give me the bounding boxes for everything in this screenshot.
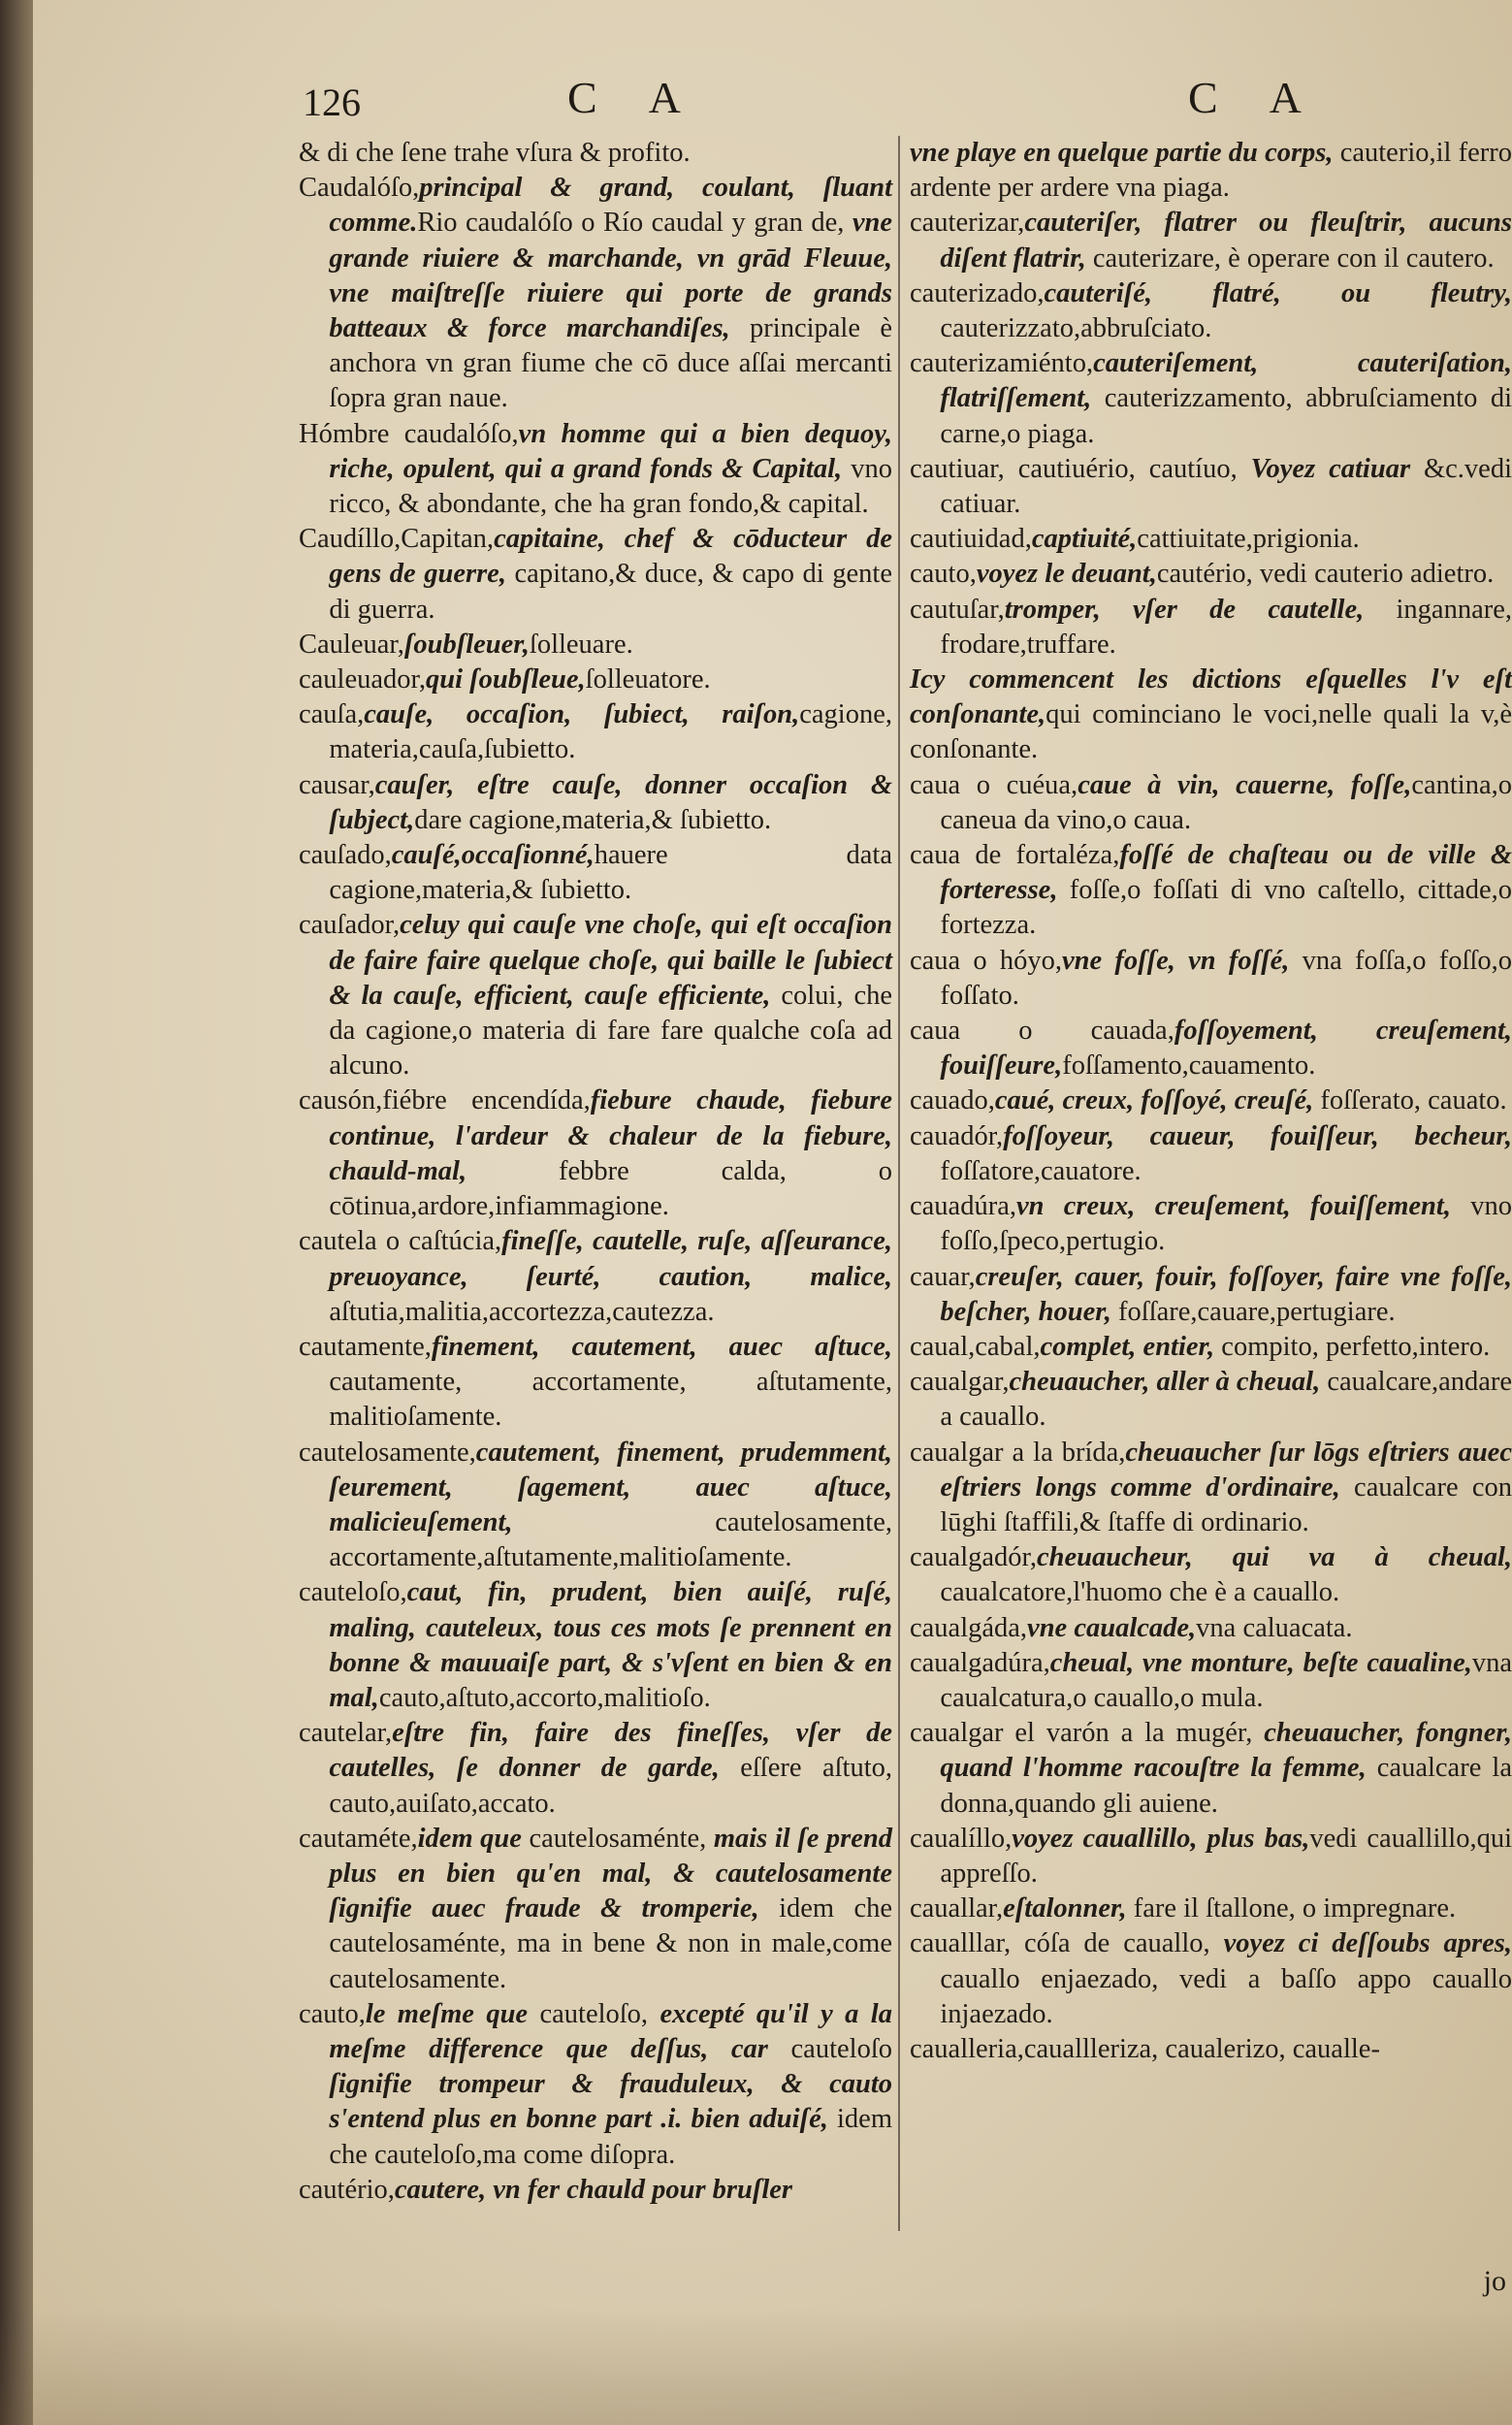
entry-headword: caualllar, cóſa de cauallo, (910, 1928, 1210, 1959)
catchword: jo (1483, 2265, 1506, 2297)
entry-headword: causar, (299, 769, 375, 800)
italian-gloss: febbre calda, o cōtinua,ardore,infiammagione. (329, 1155, 892, 1222)
french-gloss: vne foſſe, vn foſſé, (1062, 945, 1290, 976)
dictionary-entry (910, 1014, 1512, 1083)
entry-headword: caualleria,cauallleriza, caualerizo, caualle- (910, 2033, 1380, 2064)
entry-headword: causón,fiébre encendída, (299, 1085, 591, 1116)
french-gloss: le meſme que (365, 1998, 529, 2029)
dictionary-entry (299, 136, 892, 171)
french-gloss: capitaine, chef & cōducteur de gens de guerre, (329, 524, 892, 590)
entry-headword: cautaméte, (299, 1823, 418, 1854)
french-gloss: Icy commencent les dictions eſquelles l'v eſt conſonante, (910, 664, 1512, 730)
dictionary-entry (910, 663, 1512, 768)
french-gloss: cheuaucher, aller à cheual, (1009, 1367, 1321, 1398)
french-gloss: cheual, vne monture, beſte caualine, (1049, 1647, 1472, 1678)
french-gloss: creuſer, cauer, fouir, foſſoyer, faire vne foſſe, beſcher, houer, (940, 1261, 1512, 1327)
entry-headword: caualgar el varón a la mugér, (910, 1718, 1253, 1749)
dictionary-entry (299, 628, 892, 663)
dictionary-entry (910, 1716, 1512, 1822)
french-gloss: cauſé,occaſionné, (391, 840, 595, 871)
french-gloss: complet, entier, (1040, 1331, 1215, 1362)
dictionary-entry (299, 1716, 892, 1822)
italian-gloss: vno foſſo,ſpeco,pertugio. (940, 1191, 1512, 1257)
italian-gloss: cantina,o caneua da vino,o caua. (940, 769, 1512, 835)
italian-gloss: foſſatore,cauatore. (940, 1155, 1142, 1186)
french-gloss: voyez ci deſſoubs apres, (1209, 1928, 1512, 1959)
french-gloss: cautere, vn fer chauld pour bruſler (394, 2174, 792, 2205)
french-gloss: fineſſe, cautelle, ruſe, aſſeurance, preuoyance, ſeurté, caution, malice, (329, 1226, 892, 1292)
dictionary-entry (910, 206, 1512, 275)
dictionary-entry (910, 768, 1512, 838)
book-binding-edge (0, 0, 33, 2425)
dictionary-entry (910, 1119, 1512, 1189)
italian-gloss: cautelosamente, accortamente,aſtutamente,malitioſamente. (329, 1506, 892, 1573)
left-running-head: C A (567, 73, 702, 122)
italian-gloss: foſſe,o foſſati di vno caſtello, cittade,o fortezza. (940, 875, 1512, 941)
italian-gloss: idem che cautelosaménte, ma in bene & non in male,come cautelosamente. (329, 1893, 892, 1994)
french-gloss: ſignifie trompeur & frauduleux, & cauto s'entend plus en bonne part .i. bien aduiſé, (329, 2069, 892, 2135)
italian-gloss: capitano,& duce, & capo di gente di guerra. (329, 559, 893, 625)
italian-gloss: vna caluacata. (1196, 1612, 1353, 1643)
entry-headword: caualgadór, (910, 1542, 1037, 1573)
french-gloss: foſſoyement, creuſement, fouiſſeure, (940, 1016, 1512, 1082)
dictionary-entry (910, 276, 1512, 346)
entry-headword: cauleuador, (299, 664, 426, 695)
french-gloss: eſtre fin, faire des fineſſes, vſer de cautelles, ſe donner de garde, (329, 1718, 892, 1784)
italian-gloss: vedi cauallillo,qui appreſſo. (940, 1823, 1512, 1889)
entry-headword: cauteloſo, (299, 1577, 407, 1608)
entry-text: & di che ſene trahe vſura & profito. (299, 138, 691, 168)
french-gloss: vne playe en quelque partie du corps, (910, 138, 1334, 168)
entry-headword: caualíllo, (910, 1823, 1013, 1854)
entry-headword: cauadúra, (910, 1191, 1016, 1222)
french-gloss: captiuité, (1031, 524, 1138, 555)
french-gloss: voyez cauallillo, plus bas, (1012, 1823, 1310, 1854)
entry-headword: cauar, (910, 1261, 976, 1292)
italian-gloss: aſtutia,malitia,accortezza,cautezza. (329, 1296, 715, 1327)
italian-gloss: caualcare la donna,quando gli auiene. (940, 1753, 1512, 1819)
entry-headword: caua o hóyo, (910, 945, 1063, 976)
dictionary-entry (910, 1822, 1512, 1892)
dictionary-entry (299, 1330, 892, 1436)
italian-gloss: ſolleuatore. (585, 664, 711, 695)
dictionary-entry (299, 908, 892, 1083)
entry-headword: cautamente, (299, 1331, 432, 1362)
dictionary-entry (299, 768, 892, 838)
entry-headword: caua o cauada, (910, 1016, 1174, 1047)
italian-gloss: cauteloſo, (528, 1998, 649, 2029)
french-gloss: principal & grand, coulant, ſluant comme. (329, 173, 892, 239)
entry-headword: cautelar, (299, 1718, 393, 1749)
right-running-head: C A (1188, 73, 1323, 122)
italian-gloss: foſſerato, cauato. (1313, 1085, 1507, 1116)
entry-headword: cauto, (299, 1998, 366, 2029)
french-gloss: cauſe, occaſion, ſubiect, raiſon, (364, 699, 800, 730)
entry-headword: Caudíllo,Capitan, (299, 524, 495, 555)
page-number: 126 (303, 81, 361, 124)
italian-gloss: cauto,aſtuto,accorto,malitioſo. (378, 1682, 711, 1713)
dictionary-entry (910, 557, 1512, 592)
entry-headword: cauterizado, (910, 277, 1045, 308)
dictionary-entry (299, 1083, 892, 1224)
french-gloss: cheuaucheur, qui va à cheual, (1037, 1542, 1512, 1573)
dictionary-entry (910, 1646, 1512, 1716)
italian-gloss: dare cagione,materia,& ſubietto. (414, 804, 772, 835)
dictionary-entry (910, 1540, 1512, 1610)
dictionary-entry (299, 838, 892, 908)
french-gloss: caue à vin, cauerne, foſſe, (1078, 769, 1412, 800)
italian-gloss: eſſere aſtuto, cauto,auiſato,accato. (329, 1753, 892, 1819)
italian-gloss: vno ricco, & abondante, che ha gran fondo,& capital. (329, 453, 892, 520)
italian-gloss: cauteloſo (767, 2033, 892, 2064)
dictionary-entry (910, 1189, 1512, 1259)
french-gloss: cauteriſer, flatrer ou fleuſtrir, aucuns diſent flatrir, (940, 208, 1512, 274)
dictionary-entry (299, 417, 892, 523)
italian-gloss: cauterio,il ferro ardente per ardere vna piaga. (910, 138, 1512, 204)
french-gloss: ſoubſleuer, (403, 629, 530, 660)
dictionary-entry (910, 1330, 1512, 1365)
dictionary-entry (299, 2173, 892, 2208)
entry-headword: caualgar, (910, 1367, 1010, 1398)
entry-headword: cauterizamiénto, (910, 348, 1094, 379)
dictionary-entry (299, 663, 892, 697)
right-column (910, 136, 1512, 2067)
italian-gloss: compito, perfetto,intero. (1214, 1331, 1491, 1362)
italian-gloss: foſſamento,cauamento. (1062, 1051, 1316, 1082)
italian-gloss: cauterizare, è operare con il cautero. (1085, 242, 1495, 274)
dictionary-entry (299, 1224, 892, 1330)
italian-gloss: cagione, materia,cauſa,ſubietto. (329, 699, 892, 765)
french-gloss: voyez le deuant, (976, 559, 1157, 590)
french-gloss: cauteriſement, cauteriſation, flatriſſement, (940, 348, 1512, 414)
entry-headword: cauado, (910, 1085, 995, 1116)
french-gloss: caué, creux, foſſoyé, creuſé, (994, 1085, 1314, 1116)
italian-gloss: cauallo enjaezado, vedi a baſſo appo cauallo injaezado. (940, 1963, 1512, 2029)
french-gloss: tromper, vſer de cautelle, (1004, 594, 1365, 625)
italian-gloss: &c.vedi catiuar. (940, 453, 1512, 520)
entry-headword: cautiuar, cautiuério, cautíuo, (910, 453, 1238, 484)
french-gloss: cheuaucher, fongner, quand l'homme racouſtre la femme, (940, 1718, 1512, 1784)
entry-headword: caual,cabal, (910, 1331, 1041, 1362)
italian-gloss: hauere data cagione,materia,& ſubietto. (329, 840, 892, 906)
italian-gloss: cautério, vedi cauterio adietro. (1156, 559, 1495, 590)
french-gloss: eſtalonner, (1003, 1893, 1127, 1924)
italian-gloss: cauterizzamento, abbruſciamento di carne,o piaga. (940, 383, 1512, 449)
entry-headword: cauſa, (299, 699, 365, 730)
french-gloss: mais il ſe prend plus en bien qu'en mal, & cautelosamente ſignifie auec fraude & tromperie, (329, 1823, 892, 1924)
entry-headword: cauterizar, (910, 208, 1025, 239)
italian-gloss: fare il ſtallone, o impregnare. (1126, 1893, 1457, 1924)
french-gloss: vne caualcade, (1027, 1612, 1197, 1643)
dictionary-entry (910, 1926, 1512, 2032)
french-gloss: finement, cautement, auec aſtuce, (431, 1331, 892, 1362)
italian-gloss: cautamente, accortamente, aſtutamente, malitioſamente. (329, 1367, 892, 1433)
dictionary-entry (910, 1260, 1512, 1330)
entry-headword: Cauleuar, (299, 629, 404, 660)
french-gloss: cheuaucher ſur lōgs eſtriers auec eſtriers longs comme d'ordinaire, (940, 1437, 1512, 1503)
french-gloss: idem que (417, 1823, 522, 1854)
french-gloss: Voyez catiuar (1237, 453, 1411, 484)
italian-gloss: vna foſſa,o foſſo,o foſſato. (940, 945, 1512, 1011)
entry-headword: caua de fortaléza, (910, 840, 1120, 871)
french-gloss: vn creux, creuſement, fouiſſement, (1015, 1191, 1451, 1222)
italian-gloss: vna caualcatura,o cauallo,o mula. (940, 1647, 1512, 1713)
french-gloss: fiebure chaude, fiebure continue, l'ardeur & chaleur de la fiebure, chauld-mal, (329, 1085, 892, 1186)
italian-gloss: ſolleuare. (529, 629, 633, 660)
dictionary-entry (910, 522, 1512, 557)
entry-headword: cauallar, (910, 1893, 1004, 1924)
entry-headword: cauto, (910, 559, 977, 590)
dictionary-entry (910, 1365, 1512, 1435)
entry-headword: Caudalóſo, (299, 173, 420, 204)
dictionary-entry (299, 697, 892, 767)
italian-gloss: caualcare,andare a cauallo. (940, 1367, 1512, 1433)
french-gloss: qui ſoubſleue, (426, 664, 586, 695)
entry-headword: caualgar a la brída, (910, 1437, 1126, 1468)
dictionary-entry (910, 346, 1512, 452)
italian-gloss: principale è anchora vn gran fiume che cō duce aſſai mercanti ſopra gran naue. (329, 313, 892, 414)
italian-gloss: foſſare,cauare,pertugiare. (1110, 1296, 1396, 1327)
italian-gloss: caualcare con lūghi ſtaffili,& ſtaffe di ordinario. (940, 1471, 1512, 1537)
dictionary-entry (299, 1436, 892, 1576)
french-gloss: foſſé de chaſteau ou de ville & forteresse, (940, 840, 1512, 906)
french-gloss: vne grande riuiere & marchande, vn grād Fleuue, vne maiſtreſſe riuiere qui porte de grands batteaux & force marchandiſes, (329, 208, 892, 344)
french-gloss: cautement, finement, prudemment, ſeurement, ſagement, auec aſtuce, malicieuſement, (329, 1437, 892, 1537)
dictionary-entry (910, 1611, 1512, 1646)
italian-gloss: idem che cauteloſo,ma come diſopra. (329, 2104, 892, 2170)
dictionary-entry (299, 522, 892, 628)
entry-headword: caualgadúra, (910, 1647, 1050, 1678)
dictionary-entry (910, 136, 1512, 206)
italian-gloss: cautelosaménte, (521, 1823, 707, 1854)
dictionary-entry (910, 452, 1512, 522)
italian-gloss: qui cominciano le voci,nelle quali la v,è conſonante. (910, 699, 1512, 765)
italian-gloss: caualcatore,l'huomo che è a cauallo. (940, 1577, 1340, 1608)
french-gloss: vn homme qui a bien dequoy, riche, opulent, qui a grand fonds & Capital, (329, 418, 892, 484)
left-column (299, 136, 892, 2208)
french-gloss: cauſer, eſtre cauſe, donner occaſion & ſubject, (329, 769, 892, 835)
french-gloss: caut, fin, prudent, bien auiſé, ruſé, maling, cauteleux, tous ces mots ſe prennent en bonne & mauuaiſe part, & s'vſent en bien & en mal, (329, 1577, 892, 1713)
dictionary-entry (299, 1575, 892, 1716)
dictionary-entry (910, 944, 1512, 1014)
page-shadow (0, 2309, 1512, 2425)
entry-headword: caua o cuéua, (910, 769, 1078, 800)
page-header (0, 70, 1512, 138)
entry-headword: caualgáda, (910, 1612, 1028, 1643)
entry-headword: cautério, (299, 2174, 395, 2205)
entry-headword: cauſado, (299, 840, 392, 871)
dictionary-entry (910, 1892, 1512, 1926)
italian-gloss: colui, che da cagione,o materia di fare fare qualche coſa ad alcuno. (329, 980, 892, 1082)
dictionary-entry (910, 838, 1512, 944)
entry-headword: cauadór, (910, 1120, 1004, 1151)
italian-gloss: cattiuitate,prigionia. (1137, 524, 1360, 555)
dictionary-entry (299, 1822, 892, 1997)
entry-headword: cautela o caſtúcia, (299, 1226, 502, 1257)
dictionary-entry (910, 1083, 1512, 1118)
column-divider (898, 136, 900, 2231)
entry-headword: cautelosamente, (299, 1437, 476, 1468)
french-gloss: excepté qu'il y a la meſme difference que deſſus, car (329, 1998, 892, 2064)
french-gloss: foſſoyeur, caueur, fouiſſeur, becheur, (1003, 1120, 1512, 1151)
entry-headword: cautuſar, (910, 594, 1005, 625)
french-gloss: celuy qui cauſe vne choſe, qui eſt occaſion de faire faire quelque choſe, qui baille le ſubiect & la cauſe, efficient, cauſe efficiente, (329, 910, 892, 1011)
italian-gloss: ingannare, frodare,truffare. (940, 594, 1512, 660)
italian-gloss: Rio caudalóſo o Río caudal y gran de, (417, 208, 853, 239)
dictionary-entry (910, 1436, 1512, 1541)
dictionary-entry (910, 593, 1512, 663)
entry-headword: cautiuidad, (910, 524, 1032, 555)
entry-headword: cauſador, (299, 910, 401, 941)
dictionary-entry (299, 1997, 892, 2173)
italian-gloss: cauterizzato,abbruſciato. (940, 313, 1212, 344)
dictionary-entry (299, 171, 892, 416)
entry-headword: Hómbre caudalóſo, (299, 418, 519, 449)
dictionary-entry (910, 2032, 1512, 2067)
french-gloss: cauteriſé, flatré, ou fleutry, (1044, 277, 1512, 308)
